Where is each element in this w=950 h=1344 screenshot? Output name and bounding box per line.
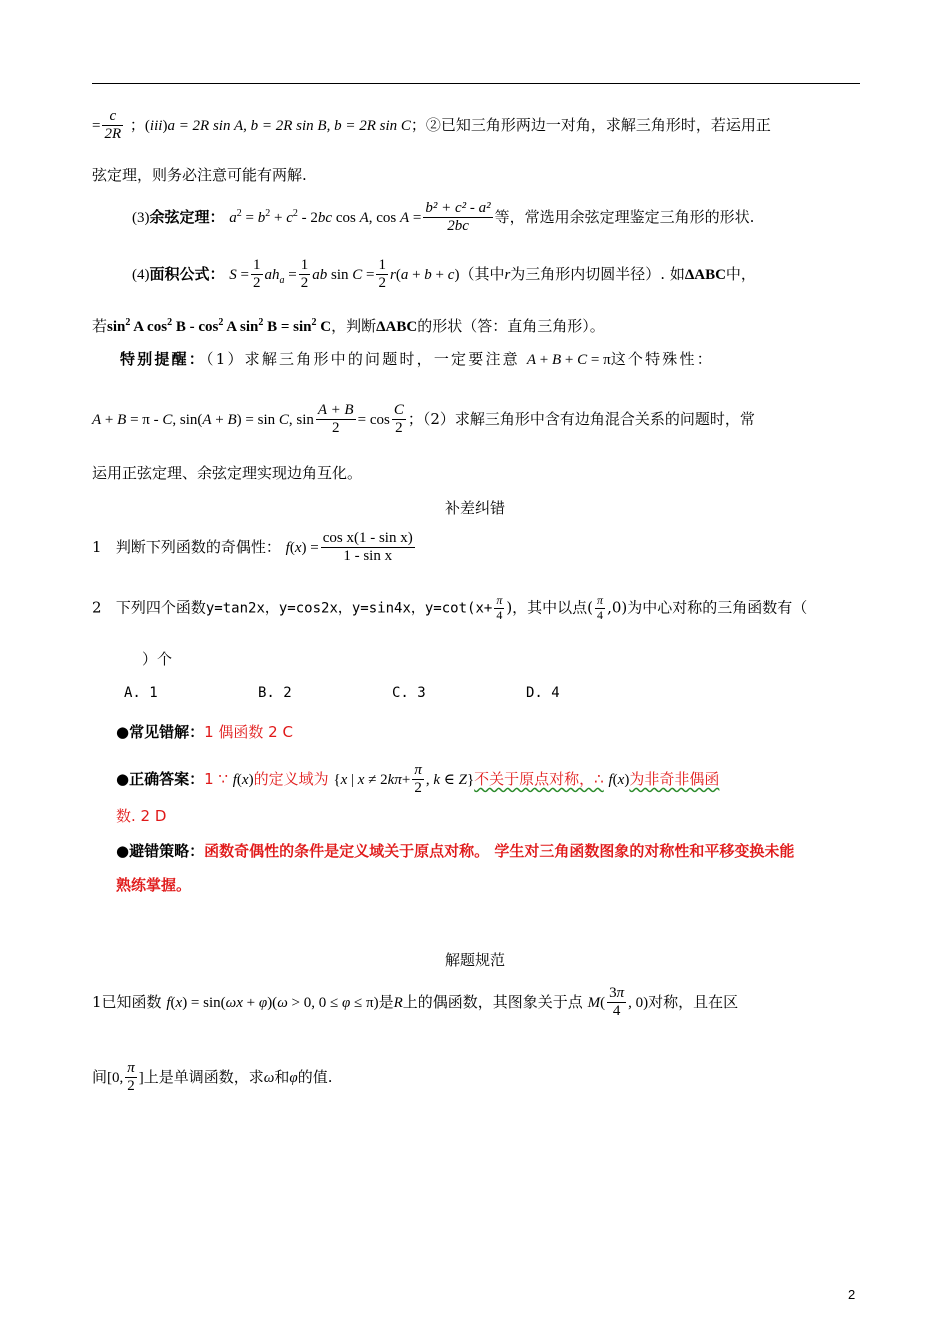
option-c: C. 3	[392, 685, 426, 701]
question-2-continuation: ）个	[142, 650, 173, 668]
cosine-law-line: (3)余弦定理： $a^2 = b^2 + c^2 - 2bc$ cos A, cos A = $\frac{\text{b² + c² - a²}}{2bc}$ 等，常选用余弦定理鉴定三角形的形状.	[132, 200, 755, 235]
question-1: 1 判断下列函数的奇偶性： f(x) = $\frac{\text{cos x(1 - sin x)}}{\text{1 - sin x}}$	[92, 530, 413, 565]
question-2-options	[124, 684, 860, 702]
cosine-fraction: $\frac{\text{b² + c² - a²}}{2bc}$	[425, 200, 491, 235]
two-solutions-note: 弦定理，则务必注意可能有两解.	[92, 166, 307, 184]
area-formula-line: (4)面积公式： S = $\frac{1}{2}$ $ah_a$ = $\frac{1}{2}$ ab sin C = $\frac{1}{2}$ r(a + b + c)（其中r为三角形内切圆半径）. 如ΔABC中，	[132, 257, 756, 292]
special-reminder-line: 特别提醒：（1）求解三角形中的问题时，一定要注意 A + B + C = π这个特殊性：	[120, 350, 714, 368]
angle-identity-line: A + B = π - C, sin(A + B) = sin C, sin $\frac{A + B}{2}$ = cos $\frac{C}{2}$ ；（2）求解三角形中含有边角混合关系的问题时，常	[92, 402, 755, 437]
triangle-shape-question: 若$\sin^2 A$ $\cos^2 B - \cos^2 A$ $\sin^2 B = \sin^2 C$，判断ΔABC的形状（答：直角三角形）。	[92, 317, 605, 335]
correct-answer-continuation: 数. 2 D	[116, 807, 167, 825]
section-title-corrections: 补差纠错	[444, 499, 505, 517]
question-1-fraction: $\frac{\text{cos x(1 - sin x)}}{\text{1 - sin x}}$	[322, 530, 413, 565]
section-title-solution: 解题规范	[444, 951, 505, 969]
sine-law-formula: a = 2R sin A, b = 2R sin B, b = 2R sin C	[167, 117, 411, 134]
correct-answer-line: ●正确答案：1 ∵ f(x)的定义域为 {x | x ≠ 2kπ+ $\frac{\pi}{2}$ , k ∈ Z}不关于原点对称，∴ f(x)为非奇非偶函	[116, 762, 720, 797]
conversion-note: 运用正弦定理、余弦定理实现边角互化。	[92, 464, 363, 482]
option-d: D. 4	[526, 685, 560, 701]
page-number: 2	[848, 1287, 856, 1302]
strategy-line: ●避错策略：函数奇偶性的条件是定义域关于原点对称。 学生对三角函数图象的对称性和平移变换未能	[116, 842, 795, 860]
fraction-c-over-2R: $\frac{c}{2R}$	[104, 108, 122, 143]
problem-1: 1已知函数 f(x) = sin(ωx + φ)(ω > 0, 0 ≤ φ ≤ π)是R上的偶函数，其图象关于点 M( $\frac{3\pi}{4}$ , 0)对称，且在区	[92, 985, 739, 1020]
question-2: 2 下列四个函数y=tan2x，y=cos2x，y=sin4x，y=cot(x+ $\frac{\pi}{4}$ )，其中以点( $\frac{\pi}{4}$ ,0)为中心对称的三角函数有（	[92, 593, 808, 622]
problem-1-continuation: 间[0, $\frac{\pi}{2}$ ]上是单调函数，求ω和φ的值.	[92, 1060, 333, 1095]
sine-law-line: = $\frac{c}{2R}$ ；(iii)a = 2R sin A, b = 2R sin B, b = 2R sin C；②已知三角形两边一对角，求解三角形时，若运用正	[92, 108, 771, 143]
common-error-line: ●常见错解：1 偶函数 2 C	[116, 723, 293, 741]
option-a: A. 1	[124, 685, 158, 701]
option-b: B. 2	[258, 685, 292, 701]
strategy-continuation: 熟练掌握。	[116, 876, 192, 894]
header-rule	[92, 83, 860, 84]
